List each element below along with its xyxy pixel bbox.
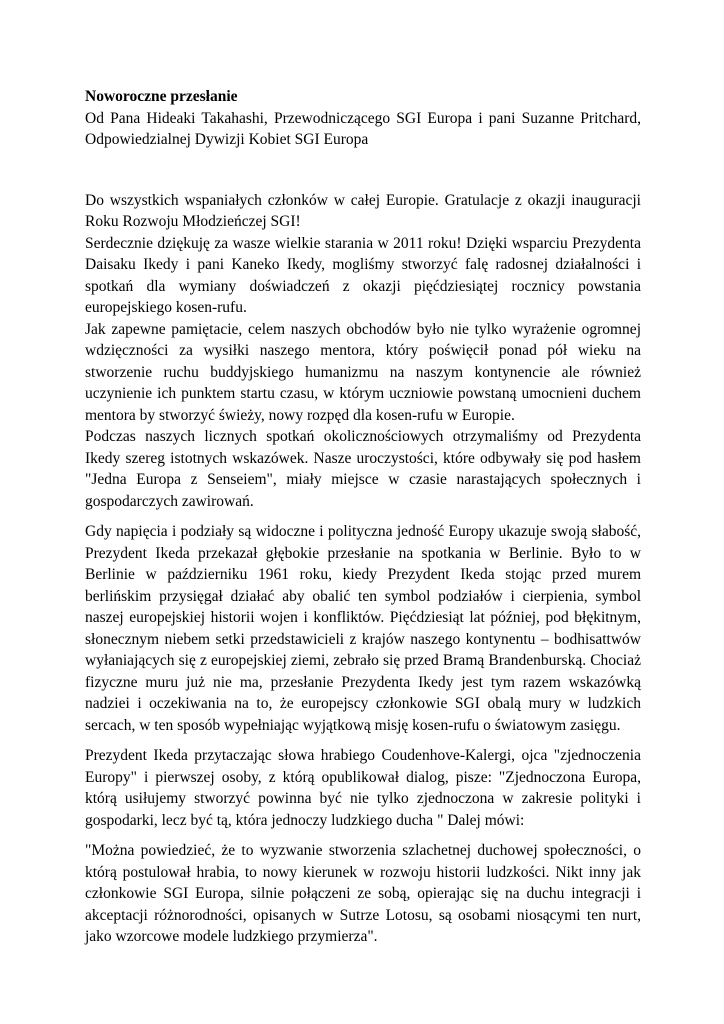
- paragraph-meetings: Podczas naszych licznych spotkań okolicznościowych otrzymaliśmy od Prezydenta Ikedy szereg istotnych wskazówek. Nasze uroczystości, które odbywały się pod hasłem "Jedna Europa z Senseiem", miały miejsce w czasie narastających społecznych i gospodarczych zawirowań.: [85, 428, 641, 510]
- document-content: [85, 86, 641, 948]
- paragraph-thanks: Serdecznie dziękuję za wasze wielkie starania w 2011 roku! Dzięki wsparciu Prezydenta Daisaku Ikedy i pani Kaneko Ikedy, mogliśmy stworzyć falę radosnej działalności i spotkań dla wymiany doświadczeń z okazji pięćdziesiątej rocznicy powstania europejskiego kosen-rufu.: [85, 234, 641, 316]
- paragraph-greeting: Do wszystkich wspaniałych członków w całej Europie. Gratulacje z okazji inauguracji Roku Rozwoju Młodzieńczej SGI!: [85, 191, 641, 230]
- paragraph-quote: "Można powiedzieć, że to wyzwanie stworzenia szlachetnej duchowej społeczności, o którą postulował hrabia, to nowy kierunek w rozwoju historii ludzkości. Nikt inny jak członkowie SGI Europa, silnie połączeni ze sobą, opierając się na duchu integracji i akceptacji różnorodności, opisanych w Sutrze Lotosu, są osobami niosącymi ten nurt, jako wzorcowe modele ludzkiego przymierza".: [85, 842, 641, 945]
- document-title: Noworoczne przesłanie: [85, 88, 238, 105]
- paragraph-remembrance: Jak zapewne pamiętacie, celem naszych obchodów było nie tylko wyrażenie ogromnej wdzięczności za wysiłki naszego mentora, który poświęcił ponad pół wieku na stworzenie ruchu buddyjskiego humanizmu na naszym kontynencie ale również uczynienie ich punktem startu czasu, w którym uczniowie powstaną umocnieni duchem mentora by stworzyć świeży, nowy rozpęd dla kosen-rufu w Europie.: [85, 320, 641, 424]
- paragraph-coudenhove-kalergi: Prezydent Ikeda przytaczając słowa hrabiego Coudenhove-Kalergi, ojca "zjednoczenia Europy" i pierwszej osoby, z którą opublikował dialog, pisze: "Zjednoczona Europa, którą usiłujemy stworzyć powinna być nie tylko zjednoczona w zakresie polityki i gospodarki, lecz być tą, która jednoczy ludzkiego ducha " Dalej mówi:: [85, 747, 641, 829]
- document-byline: Od Pana Hideaki Takahashi, Przewodniczącego SGI Europa i pani Suzanne Pritchard, Odpowiedzialnej Dywizji Kobiet SGI Europa: [85, 109, 641, 148]
- paragraph-berlin: Gdy napięcia i podziały są widoczne i polityczna jedność Europy ukazuje swoją słabość, Prezydent Ikeda przekazał głębokie przesłanie na spotkania w Berlinie. Było to w Berlinie w październiku 1961 roku, kiedy Prezydent Ikeda stojąc przed murem berlińskim przysięgał działać aby obalić ten symbol podziałów i cierpienia, symbol naszej europejskiej historii wojen i konfliktów. Pięćdziesiąt lat później, pod błękitnym, słonecznym niebem setki przedstawicieli z krajów naszego kontynentu – bodhisattwów wyłaniających się z europejskiej ziemi, zebrało się przed Bramą Brandenburską. Chociaż fizyczne muru już nie ma, przesłanie Prezydenta Ikedy jest tym razem wskazówką nadziei i oczekiwania na to, że europejscy członkowie SGI obalą mury w ludzkich sercach, w ten sposób wypełniając wyjątkową misję kosen-rufu o światowym zasięgu.: [85, 523, 641, 734]
